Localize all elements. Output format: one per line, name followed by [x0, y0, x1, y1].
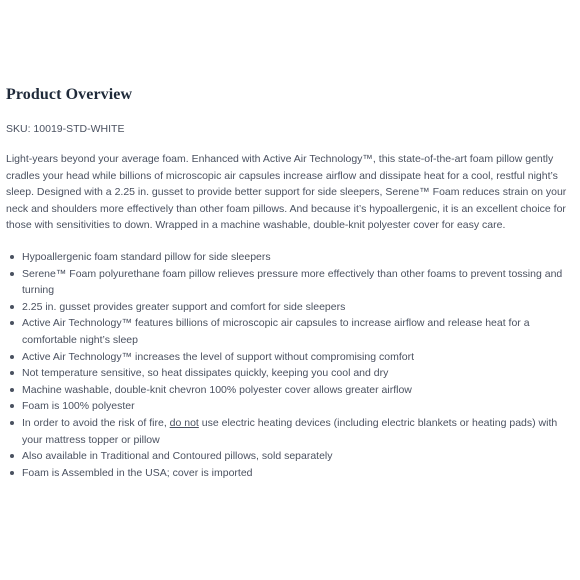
feature-text: Active Air Technology™ increases the level of support without compromising comfort [22, 350, 414, 363]
feature-item [6, 365, 574, 382]
fire-warning-before: In order to avoid the risk of fire, [22, 416, 170, 429]
feature-text: Active Air Technology™ features billions of microscopic air capsules to increase airflow and release heat for a comfortable night’s sleep [22, 317, 530, 346]
feature-item [6, 465, 574, 482]
bullet-icon [10, 421, 14, 425]
feature-item [6, 398, 574, 415]
feature-text: Also available in Traditional and Contoured pillows, sold separately [22, 450, 333, 463]
feature-text: 2.25 in. gusset provides greater support and comfort for side sleepers [22, 300, 346, 313]
feature-text: Hypoallergenic foam standard pillow for side sleepers [22, 250, 271, 263]
feature-text: Not temperature sensitive, so heat dissipates quickly, keeping you cool and dry [22, 367, 389, 380]
bullet-icon [10, 272, 14, 276]
feature-text: Foam is Assembled in the USA; cover is imported [22, 466, 253, 479]
feature-item [6, 315, 574, 348]
feature-item [6, 448, 574, 465]
feature-text: Machine washable, double-knit chevron 100% polyester cover allows greater airflow [22, 383, 412, 396]
section-title: Product Overview [6, 86, 133, 103]
sku-label: SKU: 10019-STD-WHITE [6, 123, 125, 135]
bullet-icon [10, 371, 14, 375]
product-description: Light-years beyond your average foam. Enhanced with Active Air Technology™, this state-of-the-art foam pillow gently cradles your head while billions of microscopic air capsules increase airflow and dissipate heat for a cool, restful night’s sleep. Designed with a 2.25 in. gusset to provide better support for side sleepers, Serene™ Foam reduces strain on your neck and shoulders more effectively than other foam pillows. And because it’s hypoallergenic, it is an excellent choice for those with sensitivities to down. Wrapped in a machine washable, double-knit polyester cover for easy care. [6, 153, 567, 232]
bullet-icon [10, 388, 14, 392]
feature-item [6, 349, 574, 366]
bullet-icon [10, 255, 14, 259]
feature-text: Foam is 100% polyester [22, 400, 135, 413]
bullet-icon [10, 305, 14, 309]
fire-warning-emphasis: do not [169, 416, 199, 429]
bullet-icon [10, 454, 14, 458]
feature-item-fire-warning [6, 415, 574, 448]
feature-item [6, 266, 574, 299]
bullet-icon [10, 355, 14, 359]
fire-warning-after: use electric heating devices (including electric blankets or heating pads) with your mattress topper or pillow [22, 416, 558, 446]
product-overview-panel [6, 84, 574, 481]
feature-text: Serene™ Foam polyurethane foam pillow relieves pressure more effectively than other foams to prevent tossing and turning [22, 267, 563, 297]
feature-item [6, 299, 574, 316]
bullet-icon [10, 321, 14, 325]
feature-item [6, 382, 574, 399]
bullet-icon [10, 404, 14, 408]
bullet-icon [10, 471, 14, 475]
feature-item [6, 249, 574, 266]
feature-list [6, 249, 574, 481]
